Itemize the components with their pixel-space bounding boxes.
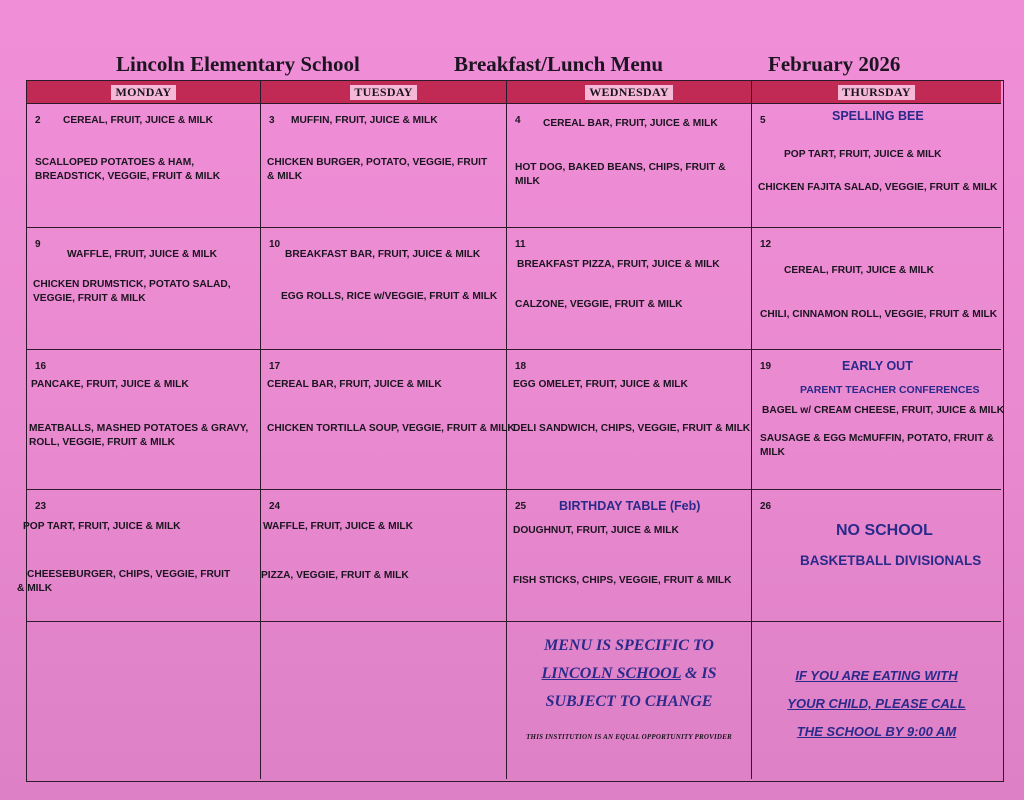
menu-month: February 2026 [768, 52, 901, 76]
day-number: 17 [269, 361, 281, 372]
no-school-label: NO SCHOOL [836, 522, 933, 539]
empty-cell [27, 621, 261, 779]
day-number: 18 [515, 361, 527, 372]
day-number: 5 [760, 115, 766, 126]
day-cell-11 [507, 227, 752, 349]
breakfast-item: MUFFIN, FRUIT, JUICE & MILK [291, 115, 438, 126]
day-cell-24 [261, 489, 507, 621]
breakfast-item: CEREAL BAR, FRUIT, JUICE & MILK [267, 379, 442, 390]
day-number: 11 [515, 239, 526, 250]
menu-header [0, 48, 1024, 82]
lunch-item: EGG ROLLS, RICE w/VEGGIE, FRUIT & MILK [281, 291, 498, 302]
day-number: 23 [35, 501, 47, 512]
day-cell-9 [27, 227, 261, 349]
eating-notice-cell [752, 621, 1001, 779]
lunch-item: CHICKEN TORTILLA SOUP, VEGGIE, FRUIT & MILK [267, 423, 515, 434]
breakfast-item: BREAKFAST BAR, FRUIT, JUICE & MILK [285, 249, 481, 260]
notice-line [507, 660, 751, 688]
day-number: 16 [35, 361, 47, 372]
notice-line: MENU IS SPECIFIC TO [544, 637, 714, 654]
lunch-item: FISH STICKS, CHIPS, VEGGIE, FRUIT & MILK [513, 575, 732, 586]
day-cell-12 [752, 227, 1001, 349]
menu-specific-notice [507, 632, 751, 716]
lunch-item: CHEESEBURGER, CHIPS, VEGGIE, FRUIT & MILK [17, 569, 231, 594]
breakfast-item: CEREAL BAR, FRUIT, JUICE & MILK [543, 118, 718, 129]
day-cell-19 [752, 349, 1005, 489]
event-spelling-bee: SPELLING BEE [832, 109, 924, 123]
breakfast-item: CEREAL, FRUIT, JUICE & MILK [784, 265, 934, 276]
event-early-out: EARLY OUT [842, 359, 913, 373]
lunch-item: CHICKEN BURGER, POTATO, VEGGIE, FRUIT & MILK [267, 157, 488, 182]
breakfast-item: WAFFLE, FRUIT, JUICE & MILK [67, 249, 217, 260]
day-header-thursday [752, 81, 1001, 103]
lunch-item: CHICKEN FAJITA SALAD, VEGGIE, FRUIT & MILK [758, 182, 998, 193]
day-cell-4 [507, 103, 752, 227]
day-number: 24 [269, 501, 281, 512]
menu-title: Breakfast/Lunch Menu [454, 52, 664, 76]
lunch-item: CHICKEN DRUMSTICK, POTATO SALAD, VEGGIE, FRUIT & MILK [33, 279, 231, 304]
day-header-wednesday [507, 81, 752, 103]
eating-with-child-notice [752, 662, 1001, 746]
day-number: 9 [35, 239, 41, 250]
day-number: 12 [760, 239, 772, 250]
breakfast-item: POP TART, FRUIT, JUICE & MILK [784, 149, 942, 160]
notice-line: YOUR CHILD, PLEASE CALL [787, 696, 966, 711]
equal-opportunity-statement: THIS INSTITUTION IS AN EQUAL OPPORTUNITY PROVIDER [526, 733, 732, 741]
day-cell-18 [507, 349, 752, 489]
lunch-item: SCALLOPED POTATOES & HAM, BREADSTICK, VEGGIE, FRUIT & MILK [35, 157, 221, 182]
lunch-item: CALZONE, VEGGIE, FRUIT & MILK [515, 299, 683, 310]
school-name: Lincoln Elementary School [116, 52, 360, 76]
breakfast-item: BAGEL w/ CREAM CHEESE, FRUIT, JUICE & MILK [762, 405, 1005, 416]
day-cell-10 [261, 227, 507, 349]
day-cell-26 [752, 489, 1001, 621]
empty-cell [261, 621, 507, 779]
lunch-item: HOT DOG, BAKED BEANS, CHIPS, FRUIT & MILK [515, 162, 726, 187]
day-number: 26 [760, 501, 772, 512]
notice-line: IF YOU ARE EATING WITH [795, 668, 958, 683]
day-header-tuesday [261, 81, 507, 103]
notice-line: SUBJECT TO CHANGE [545, 693, 713, 710]
lunch-item: MEATBALLS, MASHED POTATOES & GRAVY, ROLL, VEGGIE, FRUIT & MILK [29, 423, 249, 448]
event-birthday-table: BIRTHDAY TABLE (Feb) [559, 499, 701, 513]
breakfast-item: WAFFLE, FRUIT, JUICE & MILK [263, 521, 413, 532]
menu-calendar-grid [17, 80, 1005, 782]
breakfast-item: DOUGHNUT, FRUIT, JUICE & MILK [513, 525, 679, 536]
day-label: WEDNESDAY [585, 85, 673, 100]
day-number: 25 [515, 501, 527, 512]
day-cell-5 [752, 103, 1001, 227]
menu-notice-cell [507, 621, 752, 779]
lunch-item: SAUSAGE & EGG McMUFFIN, POTATO, FRUIT & MILK [760, 433, 994, 458]
notice-line: THE SCHOOL BY 9:00 AM [796, 724, 957, 739]
day-cell-25 [507, 489, 752, 621]
day-label: TUESDAY [350, 85, 416, 100]
breakfast-item: POP TART, FRUIT, JUICE & MILK [23, 521, 181, 532]
day-header-monday [27, 81, 261, 103]
breakfast-item: BREAKFAST PIZZA, FRUIT, JUICE & MILK [517, 259, 720, 270]
day-number: 4 [515, 115, 521, 126]
event-parent-teacher-conferences: PARENT TEACHER CONFERENCES [800, 384, 980, 396]
notice-text: & IS [680, 665, 717, 682]
day-label: THURSDAY [838, 85, 915, 100]
day-number: 2 [35, 115, 41, 126]
day-number: 19 [760, 361, 772, 372]
day-cell-23 [17, 489, 261, 621]
lunch-item: PIZZA, VEGGIE, FRUIT & MILK [261, 570, 409, 581]
day-label: MONDAY [111, 85, 175, 100]
day-cell-2 [27, 103, 261, 227]
breakfast-item: PANCAKE, FRUIT, JUICE & MILK [31, 379, 189, 390]
day-cell-3 [261, 103, 507, 227]
day-number: 10 [269, 239, 281, 250]
day-cell-16 [27, 349, 261, 489]
breakfast-item: CEREAL, FRUIT, JUICE & MILK [63, 115, 213, 126]
day-cell-17 [261, 349, 515, 489]
notice-school-name: LINCOLN SCHOOL [541, 665, 681, 682]
basketball-divisionals-label: BASKETBALL DIVISIONALS [800, 553, 982, 568]
day-number: 3 [269, 115, 275, 126]
breakfast-item: EGG OMELET, FRUIT, JUICE & MILK [513, 379, 688, 390]
lunch-item: CHILI, CINNAMON ROLL, VEGGIE, FRUIT & MILK [760, 309, 998, 320]
lunch-item: DELI SANDWICH, CHIPS, VEGGIE, FRUIT & MILK [513, 423, 751, 434]
